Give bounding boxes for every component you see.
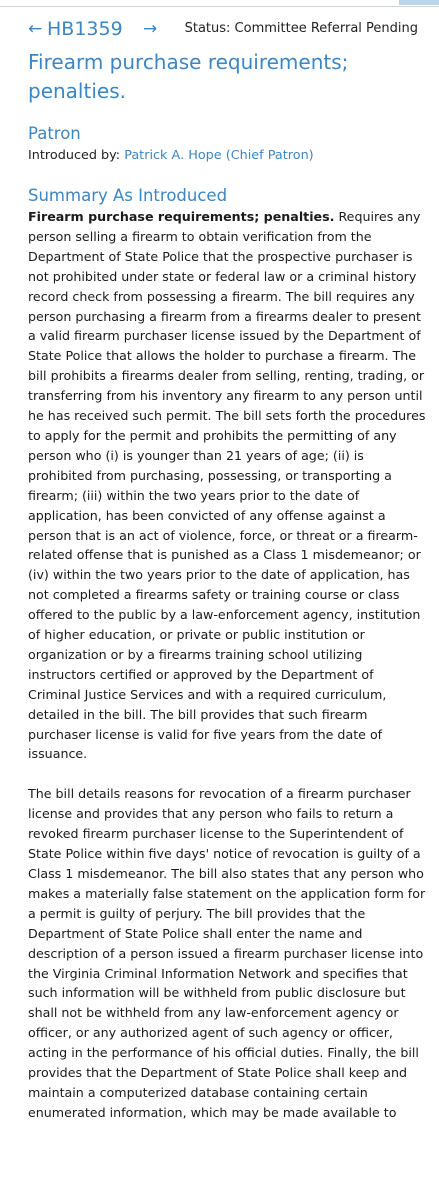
summary-paragraph-1 [28, 207, 428, 764]
introduced-by [28, 148, 314, 163]
patron-link[interactable]: Patrick A. Hope (Chief Patron) [124, 148, 314, 163]
bill-header [28, 18, 428, 42]
previous-bill-arrow-icon[interactable]: ← [28, 19, 43, 39]
summary-paragraph-1-text: Requires any person selling a firearm to obtain verification from the Department of State Police that the prospective purchaser is not prohibited under state or federal law or a criminal history record check from possessing a firearm. The bill requires any person purchasing a firearm from a firearms dealer to present a valid firearm purchaser license issued by the Department of State Police that allows the holder to purchase a firearm. The bill prohibits a firearms dealer from selling, renting, trading, or transferring from his inventory any firearm to any person until he has received such permit. The bill sets forth the procedures to apply for the permit and prohibits the permitting of any person who (i) is younger than 21 years of age; (ii) is prohibited from purchasing, possessing, or transporting a firearm; (iii) within the two years prior to the date of application, has been convicted of any offense against a person that is an act of violence, force, or threat or a firearm-related offense that is punished as a Class 1 misdemeanor; or (iv) within the two years prior to the date of application, has not completed a firearms safety or training course or class offered to the public by a law-enforcement agency, institution of higher education, or private or public institution or organization or by a firearms training school utilizing instructors certified or approved by the Department of Criminal Justice Services and with a required curriculum, detailed in the bill. The bill provides that such firearm purchaser license is valid for five years from the date of issuance. [28, 209, 426, 762]
summary-lead: Firearm purchase requirements; penalties. [28, 209, 335, 224]
top-divider [0, 0, 439, 7]
top-accent [399, 0, 439, 5]
summary-body [28, 207, 428, 1143]
bill-number: HB1359 [47, 18, 123, 40]
patron-heading: Patron [28, 124, 81, 143]
summary-heading: Summary As Introduced [28, 186, 228, 205]
bill-title: Firearm purchase requirements; penalties. [28, 50, 349, 103]
next-bill-arrow-icon[interactable]: → [143, 19, 158, 39]
bill-status: Status: Committee Referral Pending [184, 21, 418, 36]
introduced-by-label: Introduced by: [28, 148, 125, 163]
bottom-fade [0, 1188, 439, 1200]
summary-paragraph-2: The bill details reasons for revocation of a firearm purchaser license and provides that any person who fails to return a revoked firearm purchaser license to the Superintendent of State Police within five days' notice of revocation is guilty of a Class 1 misdemeanor. The bill also states that any person who makes a materially false statement on the application form for a permit is guilty of perjury. The bill provides that the Department of State Police shall enter the name and description of a person issued a firearm purchaser license into the Virginia Criminal Information Network and specifies that such information will be withheld from public disclosure but shall not be withheld from any law-enforcement agency or officer, or any authorized agent of such agency or officer, acting in the performance of his official duties. Finally, the bill provides that the Department of State Police shall keep and maintain a computerized database containing certain enumerated information, which may be made available to [28, 786, 426, 1120]
